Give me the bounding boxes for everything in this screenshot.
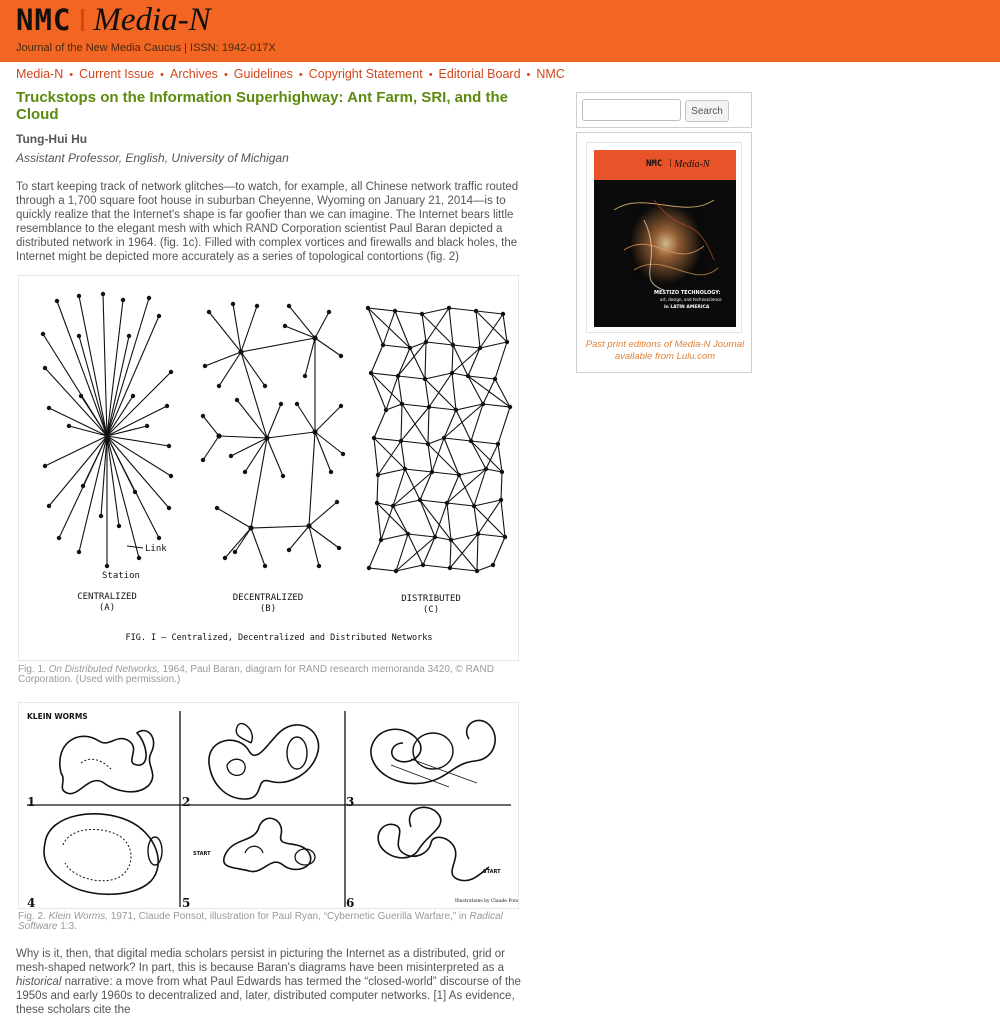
paragraph-2-rest: narrative: a move from what Paul Edwards has termed the “closed-world” discourse of the 1950s and early 1960s to decentralized and, later, distributed computer networks. [1] As evidence, these scholars cite the <box>16 976 521 1016</box>
nav-archives[interactable]: Archives <box>170 67 218 81</box>
caption-2-end: 1:3. <box>57 921 77 932</box>
main-nav <box>16 67 565 81</box>
article-paragraph-1: To start keeping track of network glitches—to watch, for example, all Chinese network traffic routed through a 1,700 square foot house in suburban Cheyenne, Wyoming on January 21, 2014—is to quickly realize that the Internet's shape is far goofier than we can imagine. The Internet bears little resemblance to the elegant mesh with which RAND Corporation scientist Paul Baran depicted a distributed network in 1964. (fig. 1c). Filled with complex vortices and firewalls and black holes, the Internet might be depicted more accurately as a series of topological contortions (fig. 2) <box>16 181 519 263</box>
nav-nmc[interactable]: NMC <box>536 67 565 81</box>
nav-separator: • <box>298 69 303 81</box>
nav-separator: • <box>69 69 74 81</box>
cover-subline-2: in LATIN AMERICA <box>664 305 710 310</box>
figure-1-title: FIG. I — Centralized, Decentralized and Distributed Networks <box>125 633 433 643</box>
panel-number-1: 1 <box>27 795 36 809</box>
article-title: Truckstops on the Information Superhighway: Ant Farm, SRI, and the Cloud <box>16 89 508 123</box>
article-paragraph-2 <box>16 947 536 1017</box>
logo-nmc: NMC <box>16 3 72 37</box>
paragraph-2-emphasis: historical <box>16 976 62 988</box>
nav-current-issue[interactable]: Current Issue <box>79 67 155 81</box>
figure-2-caption <box>18 912 523 932</box>
cover-masthead-media: Media-N <box>674 159 710 170</box>
article-affiliation: Assistant Professor, English, University of Michigan <box>16 151 289 165</box>
klein-worms-illustration <box>19 703 518 908</box>
panel-number-6: 6 <box>346 896 355 908</box>
label-a: (A) <box>98 603 116 613</box>
panel-number-5: 5 <box>182 896 191 908</box>
site-tagline: Journal of the New Media Caucus | ISSN: 1942-017X <box>16 42 276 54</box>
cover-headline: MESTIZO TECHNOLOGY: <box>654 290 721 296</box>
logo-divider <box>81 9 84 31</box>
cover-masthead-nmc: NMC <box>646 159 663 169</box>
site-header <box>0 0 1000 62</box>
klein-worms-heading: KLEIN WORMS <box>27 712 88 721</box>
decentralized-network <box>201 302 345 568</box>
search-widget <box>576 92 752 128</box>
search-button[interactable]: Search <box>685 100 729 122</box>
distributed-network <box>366 306 512 573</box>
illustration-credit: Illustrations by Claude Ponsot <box>455 899 518 904</box>
label-centralized: CENTRALIZED <box>77 592 137 602</box>
nav-editorial-board[interactable]: Editorial Board <box>438 67 521 81</box>
label-start-5: START <box>193 851 211 857</box>
panel-number-3: 3 <box>346 795 355 809</box>
figure-1-caption <box>18 665 523 685</box>
centralized-network <box>41 292 173 568</box>
site-logo[interactable] <box>16 4 211 36</box>
nav-separator: • <box>526 69 531 81</box>
journal-cover-link[interactable] <box>586 142 742 333</box>
label-distributed: DISTRIBUTED <box>401 594 461 604</box>
nav-separator: • <box>160 69 164 81</box>
label-c: (C) <box>422 605 440 615</box>
nav-copyright[interactable]: Copyright Statement <box>308 67 423 81</box>
nav-separator: • <box>428 69 433 81</box>
paragraph-2-start: Why is it, then, that digital media scholars persist in picturing the Internet as a distributed, grid or mesh-shaped network? In part, this is because Baran's diagrams have been misinterpreted as a <box>16 948 505 974</box>
figure-1-network-diagrams[interactable] <box>18 275 519 661</box>
label-link: Link <box>145 544 167 554</box>
caption-2-prefix: Fig. 2. <box>18 911 49 922</box>
journal-cover-image <box>594 150 736 327</box>
caption-1-rest: 1964, Paul Baran, diagram for RAND research memoranda 3420, © RAND Corporation. (Used with permission.) <box>18 664 494 685</box>
caption-2-mid: 1971, Claude Ponsot, illustration for Paul Ryan, “Cybernetic Guerilla Warfare,” in <box>108 911 470 922</box>
cover-subline-1: art, design, and technoscience <box>660 297 722 302</box>
print-editions-caption[interactable]: Past print editions of Media-N Journal available from Lulu.com <box>585 339 745 362</box>
nav-media-n[interactable]: Media-N <box>16 67 64 81</box>
search-input[interactable] <box>582 99 681 121</box>
nav-separator: • <box>223 69 228 81</box>
caption-2-source: Radical Software <box>18 911 503 932</box>
article <box>16 89 536 276</box>
label-decentralized: DECENTRALIZED <box>232 593 304 603</box>
panel-number-2: 2 <box>182 795 191 809</box>
label-station: Station <box>102 571 140 581</box>
panel-number-4: 4 <box>27 896 36 908</box>
nav-guidelines[interactable]: Guidelines <box>233 67 293 81</box>
article-author: Tung-Hui Hu <box>16 132 88 146</box>
label-b: (B) <box>259 604 277 614</box>
caption-1-prefix: Fig. 1. <box>18 664 49 675</box>
caption-1-title: On Distributed Networks, <box>48 664 160 675</box>
logo-media-n: Media-N <box>93 2 211 38</box>
figure-2-klein-worms[interactable] <box>18 702 519 909</box>
label-start-6: START <box>483 869 501 875</box>
network-diagram <box>19 276 518 660</box>
caption-2-title: Klein Worms, <box>48 911 109 922</box>
print-editions-widget <box>576 132 752 373</box>
